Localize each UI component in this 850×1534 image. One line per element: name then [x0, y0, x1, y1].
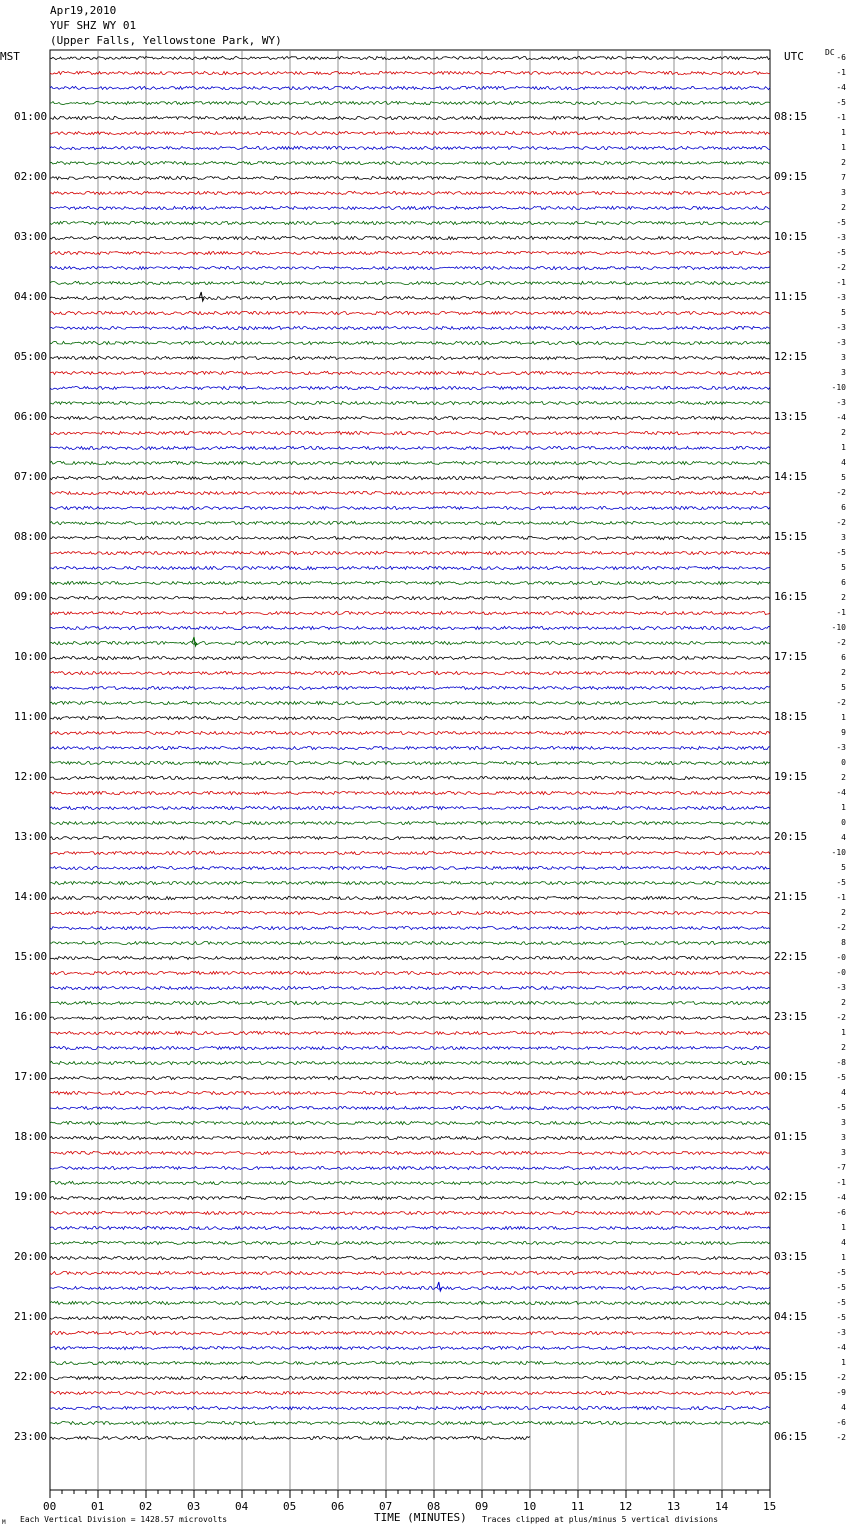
trace-32	[50, 536, 770, 539]
trace-77	[50, 1211, 770, 1214]
scale-note: Each Vertical Division = 1428.57 microvolts	[20, 1515, 228, 1524]
dc-offset-label: -5	[836, 1313, 846, 1322]
trace-36	[50, 596, 770, 599]
trace-64	[50, 1016, 770, 1019]
corner-mark: M	[2, 1519, 6, 1526]
trace-52	[50, 836, 770, 839]
trace-17	[50, 311, 770, 314]
trace-54	[50, 866, 770, 869]
left-timezone-label: MST	[0, 50, 20, 63]
trace-73	[50, 1151, 770, 1154]
dc-offset-label: 3	[841, 188, 846, 197]
trace-40	[50, 656, 770, 659]
dc-offset-label: -8	[836, 1058, 846, 1067]
trace-45	[50, 731, 770, 734]
trace-8	[50, 176, 770, 179]
trace-6	[50, 146, 770, 149]
trace-50	[50, 806, 770, 809]
right-hour-label: 18:15	[774, 710, 808, 723]
station-location: (Upper Falls, Yellowstone Park, WY)	[50, 34, 282, 47]
dc-offset-label: 2	[841, 773, 846, 782]
trace-79	[50, 1241, 770, 1244]
right-hour-label: 20:15	[774, 830, 808, 843]
trace-25	[50, 431, 770, 434]
dc-offset-label: -1	[836, 68, 846, 77]
trace-30	[50, 506, 770, 509]
event-spike-0	[199, 292, 204, 301]
left-hour-label: 08:00	[14, 530, 48, 543]
trace-87	[50, 1361, 770, 1364]
dc-offset-label: 2	[841, 1043, 846, 1052]
trace-2	[50, 86, 770, 89]
dc-offset-label: 2	[841, 998, 846, 1007]
trace-66	[50, 1046, 770, 1049]
trace-90	[50, 1406, 770, 1409]
trace-27	[50, 461, 770, 464]
dc-offset-label: -6	[836, 1418, 846, 1427]
trace-23	[50, 401, 770, 404]
left-hour-label: 03:00	[14, 230, 48, 243]
dc-offset-label: 3	[841, 1118, 846, 1127]
dc-offset-label: -3	[836, 983, 846, 992]
x-tick-label: 12	[619, 1500, 633, 1513]
x-axis-title: TIME (MINUTES)	[374, 1511, 467, 1524]
event-spike-1	[192, 637, 197, 646]
trace-4	[50, 116, 770, 119]
trace-33	[50, 551, 770, 554]
x-tick-label: 08	[427, 1500, 441, 1513]
trace-60	[50, 956, 770, 959]
dc-offset-label: 2	[841, 668, 846, 677]
trace-37	[50, 611, 770, 614]
trace-1	[50, 71, 770, 74]
dc-offset-label: -7	[836, 1163, 846, 1172]
trace-26	[50, 446, 770, 449]
right-hour-label: 05:15	[774, 1370, 808, 1383]
dc-offset-label: -3	[836, 233, 846, 242]
trace-3	[50, 101, 770, 104]
right-hour-label: 00:15	[774, 1070, 808, 1083]
dc-offset-label: 1	[841, 1223, 846, 1232]
right-hour-label: 08:15	[774, 110, 808, 123]
dc-offset-label: -1	[836, 608, 846, 617]
left-hour-label: 16:00	[14, 1010, 48, 1023]
trace-35	[50, 581, 770, 584]
dc-offset-label: -3	[836, 323, 846, 332]
dc-offset-label: -5	[836, 1268, 846, 1277]
trace-15	[50, 281, 770, 284]
right-hour-label: 06:15	[774, 1430, 808, 1443]
x-tick-label: 05	[283, 1500, 297, 1513]
dc-offset-label: 0	[841, 818, 846, 827]
trace-38	[50, 626, 770, 629]
dc-offset-label: 1	[841, 128, 846, 137]
event-spike-2	[437, 1282, 442, 1291]
trace-78	[50, 1226, 770, 1229]
x-tick-label: 09	[475, 1500, 489, 1513]
left-hour-label: 01:00	[14, 110, 48, 123]
right-hour-label: 19:15	[774, 770, 808, 783]
left-hour-label: 13:00	[14, 830, 48, 843]
x-tick-label: 00	[43, 1500, 57, 1513]
trace-48	[50, 776, 770, 779]
dc-offset-label: -4	[836, 83, 846, 92]
dc-offset-label: 3	[841, 533, 846, 542]
trace-12	[50, 236, 770, 239]
x-tick-label: 02	[139, 1500, 153, 1513]
station-code: YUF SHZ WY 01	[50, 19, 137, 32]
dc-offset-label: -3	[836, 398, 846, 407]
dc-offset-label: 2	[841, 908, 846, 917]
dc-offset-label: -2	[836, 488, 846, 497]
trace-71	[50, 1121, 770, 1124]
left-hour-label: 14:00	[14, 890, 48, 903]
trace-42	[50, 686, 770, 689]
dc-offset-label: 4	[841, 1238, 846, 1247]
dc-offset-label: -4	[836, 1343, 846, 1352]
trace-39	[50, 641, 770, 644]
trace-72	[50, 1136, 770, 1139]
trace-86	[50, 1346, 770, 1349]
dc-offset-label: -2	[836, 518, 846, 527]
x-tick-label: 10	[523, 1500, 537, 1513]
dc-offset-label: -6	[836, 53, 846, 62]
trace-62	[50, 986, 770, 989]
dc-offset-label: 4	[841, 1403, 846, 1412]
right-hour-label: 23:15	[774, 1010, 808, 1023]
dc-offset-label: -2	[836, 1013, 846, 1022]
dc-offset-label: 5	[841, 308, 846, 317]
dc-offset-label: -5	[836, 1073, 846, 1082]
right-hour-label: 02:15	[774, 1190, 808, 1203]
dc-offset-label: 1	[841, 1253, 846, 1262]
left-hour-label: 22:00	[14, 1370, 48, 1383]
left-hour-label: 04:00	[14, 290, 48, 303]
dc-offset-label: 1	[841, 803, 846, 812]
left-hour-label: 10:00	[14, 650, 48, 663]
dc-offset-label: 2	[841, 158, 846, 167]
dc-offset-label: -0	[836, 953, 846, 962]
trace-24	[50, 416, 770, 419]
trace-81	[50, 1271, 770, 1274]
dc-offset-label: -5	[836, 878, 846, 887]
trace-85	[50, 1331, 770, 1334]
dc-offset-label: 4	[841, 1088, 846, 1097]
dc-offset-label: 6	[841, 653, 846, 662]
dc-offset-label: -2	[836, 1373, 846, 1382]
trace-31	[50, 521, 770, 524]
dc-offset-label: -3	[836, 1328, 846, 1337]
dc-offset-label: -10	[831, 848, 846, 857]
trace-18	[50, 326, 770, 329]
left-hour-label: 06:00	[14, 410, 48, 423]
trace-21	[50, 371, 770, 374]
dc-offset-label: 7	[841, 173, 846, 182]
dc-offset-label: -2	[836, 1433, 846, 1442]
dc-offset-label: 8	[841, 938, 846, 947]
left-hour-label: 02:00	[14, 170, 48, 183]
dc-offset-label: -10	[831, 383, 846, 392]
trace-28	[50, 476, 770, 479]
trace-34	[50, 566, 770, 569]
trace-46	[50, 746, 770, 749]
right-hour-label: 11:15	[774, 290, 808, 303]
trace-74	[50, 1166, 770, 1169]
dc-offset-label: -3	[836, 338, 846, 347]
trace-22	[50, 386, 770, 389]
dc-offset-label: 4	[841, 833, 846, 842]
left-hour-label: 11:00	[14, 710, 48, 723]
trace-51	[50, 821, 770, 824]
dc-offset-label: 3	[841, 353, 846, 362]
dc-offset-label: 1	[841, 143, 846, 152]
dc-offset-label: -3	[836, 293, 846, 302]
x-tick-label: 14	[715, 1500, 729, 1513]
dc-offset-label: 9	[841, 728, 846, 737]
right-hour-label: 14:15	[774, 470, 808, 483]
trace-47	[50, 761, 770, 764]
x-tick-label: 04	[235, 1500, 249, 1513]
trace-61	[50, 971, 770, 974]
clip-note: Traces clipped at plus/minus 5 vertical divisions	[482, 1515, 719, 1524]
trace-91	[50, 1421, 770, 1424]
trace-49	[50, 791, 770, 794]
dc-offset-label: 5	[841, 863, 846, 872]
x-tick-label: 06	[331, 1500, 345, 1513]
trace-70	[50, 1106, 770, 1109]
trace-80	[50, 1256, 770, 1259]
trace-69	[50, 1091, 770, 1094]
dc-offset-label: 3	[841, 368, 846, 377]
dc-offset-label: 2	[841, 428, 846, 437]
dc-offset-label: -2	[836, 923, 846, 932]
trace-82	[50, 1286, 770, 1289]
dc-offset-label: -5	[836, 548, 846, 557]
dc-offset-label: -5	[836, 1298, 846, 1307]
right-hour-label: 04:15	[774, 1310, 808, 1323]
trace-41	[50, 671, 770, 674]
dc-offset-label: 1	[841, 1028, 846, 1037]
x-tick-label: 01	[91, 1500, 105, 1513]
dc-offset-label: -4	[836, 1193, 846, 1202]
dc-offset-label: -5	[836, 218, 846, 227]
trace-63	[50, 1001, 770, 1004]
trace-75	[50, 1181, 770, 1184]
dc-offset-label: 2	[841, 203, 846, 212]
left-hour-label: 09:00	[14, 590, 48, 603]
trace-83	[50, 1301, 770, 1304]
left-hour-label: 20:00	[14, 1250, 48, 1263]
trace-29	[50, 491, 770, 494]
trace-88	[50, 1376, 770, 1379]
right-hour-label: 16:15	[774, 590, 808, 603]
dc-offset-label: -1	[836, 278, 846, 287]
left-hour-label: 19:00	[14, 1190, 48, 1203]
dc-offset-label: 5	[841, 563, 846, 572]
dc-label: DC	[825, 48, 835, 57]
left-hour-label: 12:00	[14, 770, 48, 783]
dc-offset-label: -4	[836, 413, 846, 422]
dc-offset-label: -2	[836, 698, 846, 707]
right-hour-label: 01:15	[774, 1130, 808, 1143]
trace-53	[50, 851, 770, 854]
left-hour-label: 18:00	[14, 1130, 48, 1143]
right-hour-label: 03:15	[774, 1250, 808, 1263]
trace-14	[50, 266, 770, 269]
trace-10	[50, 206, 770, 209]
dc-offset-label: -6	[836, 1208, 846, 1217]
left-hour-label: 21:00	[14, 1310, 48, 1323]
dc-offset-label: 3	[841, 1133, 846, 1142]
right-hour-label: 13:15	[774, 410, 808, 423]
dc-offset-label: -1	[836, 113, 846, 122]
dc-offset-label: 1	[841, 713, 846, 722]
trace-56	[50, 896, 770, 899]
right-hour-label: 21:15	[774, 890, 808, 903]
x-tick-label: 07	[379, 1500, 393, 1513]
dc-offset-label: -5	[836, 1103, 846, 1112]
trace-68	[50, 1076, 770, 1079]
plot-date: Apr19,2010	[50, 4, 117, 17]
dc-offset-label: -0	[836, 968, 846, 977]
dc-offset-label: 6	[841, 503, 846, 512]
x-tick-label: 11	[571, 1500, 585, 1513]
right-hour-label: 17:15	[774, 650, 808, 663]
dc-offset-label: -2	[836, 638, 846, 647]
right-hour-label: 10:15	[774, 230, 808, 243]
trace-7	[50, 161, 770, 164]
trace-5	[50, 131, 770, 134]
dc-offset-label: -5	[836, 248, 846, 257]
trace-55	[50, 881, 770, 884]
x-tick-label: 13	[667, 1500, 681, 1513]
trace-44	[50, 716, 770, 719]
dc-offset-label: 5	[841, 473, 846, 482]
x-tick-label: 15	[763, 1500, 777, 1513]
dc-offset-label: -5	[836, 1283, 846, 1292]
dc-offset-label: 6	[841, 578, 846, 587]
trace-57	[50, 911, 770, 914]
trace-76	[50, 1196, 770, 1199]
dc-offset-label: -9	[836, 1388, 846, 1397]
trace-9	[50, 191, 770, 194]
trace-65	[50, 1031, 770, 1034]
x-tick-label: 03	[187, 1500, 201, 1513]
dc-offset-label: 5	[841, 683, 846, 692]
trace-16	[50, 296, 770, 299]
dc-offset-label: -3	[836, 743, 846, 752]
trace-84	[50, 1316, 770, 1319]
trace-89	[50, 1391, 770, 1394]
trace-19	[50, 341, 770, 344]
left-hour-label: 17:00	[14, 1070, 48, 1083]
trace-20	[50, 356, 770, 359]
left-hour-label: 05:00	[14, 350, 48, 363]
trace-43	[50, 701, 770, 704]
right-hour-label: 09:15	[774, 170, 808, 183]
right-timezone-label: UTC	[784, 50, 804, 63]
dc-offset-label: -4	[836, 788, 846, 797]
dc-offset-label: -1	[836, 893, 846, 902]
left-hour-label: 23:00	[14, 1430, 48, 1443]
dc-offset-label: -10	[831, 623, 846, 632]
trace-59	[50, 941, 770, 944]
trace-13	[50, 251, 770, 254]
dc-offset-label: -5	[836, 98, 846, 107]
dc-offset-label: 3	[841, 1148, 846, 1157]
dc-offset-label: -1	[836, 1178, 846, 1187]
trace-58	[50, 926, 770, 929]
dc-offset-label: 4	[841, 458, 846, 467]
dc-offset-label: 0	[841, 758, 846, 767]
trace-11	[50, 221, 770, 224]
right-hour-label: 15:15	[774, 530, 808, 543]
dc-offset-label: 1	[841, 443, 846, 452]
dc-offset-label: 1	[841, 1358, 846, 1367]
dc-offset-label: 2	[841, 593, 846, 602]
left-hour-label: 07:00	[14, 470, 48, 483]
trace-67	[50, 1061, 770, 1064]
trace-0	[50, 56, 770, 59]
right-hour-label: 22:15	[774, 950, 808, 963]
dc-offset-label: -2	[836, 263, 846, 272]
right-hour-label: 12:15	[774, 350, 808, 363]
left-hour-label: 15:00	[14, 950, 48, 963]
